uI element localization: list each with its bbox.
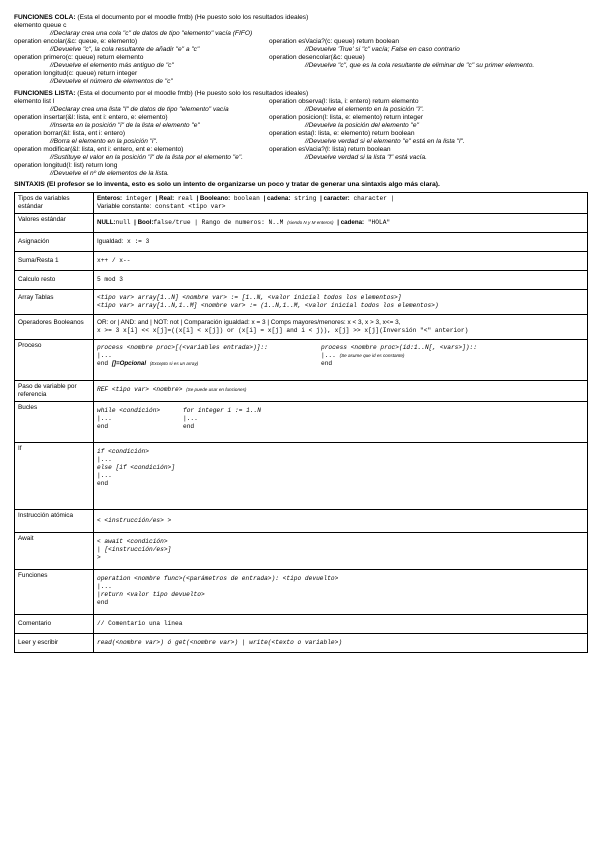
row-key: Tipos de variables estándar [15,193,94,214]
row-key: Paso de variable por referencia [15,381,94,402]
table-row [15,570,588,615]
row-key: Leer y escribir [15,634,94,653]
lista-op-sig: operation esVacia?(l: lista) return boolean [269,146,391,153]
cola-op-sig: operation primero(c: queue) return elemento [14,54,144,61]
cola-left-column [14,38,269,86]
lista-op-desc: //Inserta en la posición "i" de la lista el elemento "e" [50,122,200,129]
lista-op-desc: //Sustituye el valor en la posición "i" de la lista por el elemento "e". [50,154,243,161]
table-row [15,290,588,315]
lista-op-sig: operation modificar(&l: lista, ent i: entero, ent e: elemento) [14,146,184,153]
lista-op-sig: operation esta(l: lista, e: elemento) return boolean [269,130,415,137]
lista-op-sig: operation longitud(l: list) return long [14,162,118,169]
lista-op-desc: //Devuelve el nº de elementos de la lista. [50,170,169,177]
row-key: Await [15,533,94,570]
table-row [15,381,588,402]
lista-left-column [14,98,269,178]
row-key: Instrucción atómica [15,510,94,533]
table-row [15,193,588,214]
row-key: Bucles [15,402,94,443]
cola-op-desc: //Devuelve 'True' si "c" vacía; False en caso contrario [305,46,460,53]
cola-op-desc: //Devuelve "c", la cola resultante de añadir "e" a "c" [50,46,200,53]
row-key: Comentario [15,615,94,634]
cola-section [14,14,590,86]
row-value: Igualdad: x := 3 [94,233,588,252]
table-row [15,340,588,381]
row-key: Proceso [15,340,94,381]
table-row [15,214,588,233]
cola-decl-desc: //Declaray crea una cola "c" de datos de tipo "elemento" vacía (FIFO) [50,30,253,37]
table-row [15,252,588,271]
cola-title: FUNCIONES COLA: [14,14,76,21]
table-row [15,615,588,634]
lista-op-sig: operation observa(l: lista, i: entero) return elemento [269,98,419,105]
row-value: operation <nombre func>(<parámetros de entrada>): <tipo devuelto> |... |return <valor tipo devuelto> end [94,570,588,615]
row-key: Array Tablas [15,290,94,315]
row-value: OR: or | AND: and | NOT: not | Comparación igualdad: x = 3 | Comps mayores/menores: x < 3, x > 3, x<= 3, x >= 3 x[i] << x[j]=((x[i] < x[j]) or (x[i] = x[j] and i < j)), x[j] >> x[j](Inversión "<" anterior) [94,315,588,340]
row-value: if <condición> |... else [if <condición>] |... end [94,443,588,510]
table-row [15,233,588,252]
row-value: x++ / x-- [94,252,588,271]
lista-decl-desc: //Declaray crea una lista "l" de datos de tipo "elemento" vacía [50,106,229,113]
lista-op-desc: //Borra el elemento en la posición "i". [50,138,158,145]
row-value: process <nombre proc>[(<variables entrada>)]:: process <nombre proc>(id:1..N[, <vars>]):: |... |... (Se asume que id es constante) end []=Opcional (Excepto si es un array) end [94,340,588,381]
lista-right-column [269,98,590,178]
lista-note: (Esta el documento por el moodle fmtb) (He puesto solo los resultados ideales) [77,90,309,97]
document-page [14,14,590,653]
row-value: < <instrucción/es> > [94,510,588,533]
lista-op-desc: //Devuelve verdad si el elemento "e" está en la lista "l". [305,138,465,145]
row-key: If [15,443,94,510]
row-value: while <condición> for integer i := 1..N |... |... end end [94,402,588,443]
table-row [15,315,588,340]
row-value: // Comentario una línea [94,615,588,634]
lista-op-sig: operation borrar(&l: lista, ent i: entero) [14,130,126,137]
lista-op-desc: //Devuelve la posición del elemento "e" [305,122,419,129]
cola-op-desc: //Devuelve el elemento más antiguo de "c" [50,62,174,69]
row-value: read(<nombre var>) ó get(<nombre var>) | write(<texto o variable>) [94,634,588,653]
lista-op-sig: operation insertar(&l: lista, ent i: entero, e: elemento) [14,114,168,121]
syntax-table [14,192,588,653]
lista-title: FUNCIONES LISTA: [14,90,76,97]
cola-op-sig: operation encolar(&c: queue, e: elemento) [14,38,138,45]
table-row [15,510,588,533]
row-key: Asignación [15,233,94,252]
row-key: Operadores Booleanos [15,315,94,340]
cola-note: (Esta el documento por el moodle fmtb) (He puesto solo los resultados ideales) [77,14,309,21]
table-row [15,533,588,570]
row-value: Enteros: integer | Real: real | Booleano: boolean | cadena: string | caracter: character | Variable constante: constant <tipo var> [94,193,588,214]
row-value: 5 mod 3 [94,271,588,290]
lista-section [14,90,590,178]
row-value: < await <condición> | [<instrucción/es>] > [94,533,588,570]
lista-decl: elemento list l [14,98,55,105]
lista-op-sig: operation posicion(l: lista, e: elemento) return integer [269,114,423,121]
cola-op-sig: operation longitud(c: queue) return integer [14,70,138,77]
row-value: REF <tipo var> <nombre> (Se puede usar en funciones) [94,381,588,402]
row-key: Valores estándar [15,214,94,233]
row-key: Calculo resto [15,271,94,290]
table-row [15,271,588,290]
row-value: NULL:null | Bool:false/true | Rango de numeros: N..M (siendo N y M enteros) | cadena: "HOLA" [94,214,588,233]
cola-op-sig: operation esVacia?(c: queue) return boolean [269,38,400,45]
lista-op-desc: //Devuelve el elemento en la posición "i". [305,106,425,113]
cola-op-sig: operation desencolar(&c: queue) [269,54,365,61]
row-value: <tipo var> array[1..N] <nombre var> := [1..N, <valor inicial todos los elementos>] <tipo var> array[1..N,1..M] <nombre var> := (1..N,1..M, <valor inicial todos los elementos>) [94,290,588,315]
cola-op-desc: //Devuelve "c", que es la cola resultante de eliminar de "c" su primer elemento. [305,62,535,69]
cola-right-column [269,38,590,86]
row-key: Funciones [15,570,94,615]
cola-decl: elemento queue c [14,22,67,29]
table-row [15,634,588,653]
cola-op-desc: //Devuelve el número de elementos de "c" [50,78,173,85]
table-row [15,402,588,443]
row-key: Suma/Resta 1 [15,252,94,271]
table-row [15,443,588,510]
sintaxis-title: SINTAXIS (El profesor se lo inventa, esto es solo un intento de organizarse un poco y tratar de generar una sintaxis algo más clara). [14,181,440,188]
lista-op-desc: //Devuelve verdad si la lista "l" está vacía. [305,154,427,161]
